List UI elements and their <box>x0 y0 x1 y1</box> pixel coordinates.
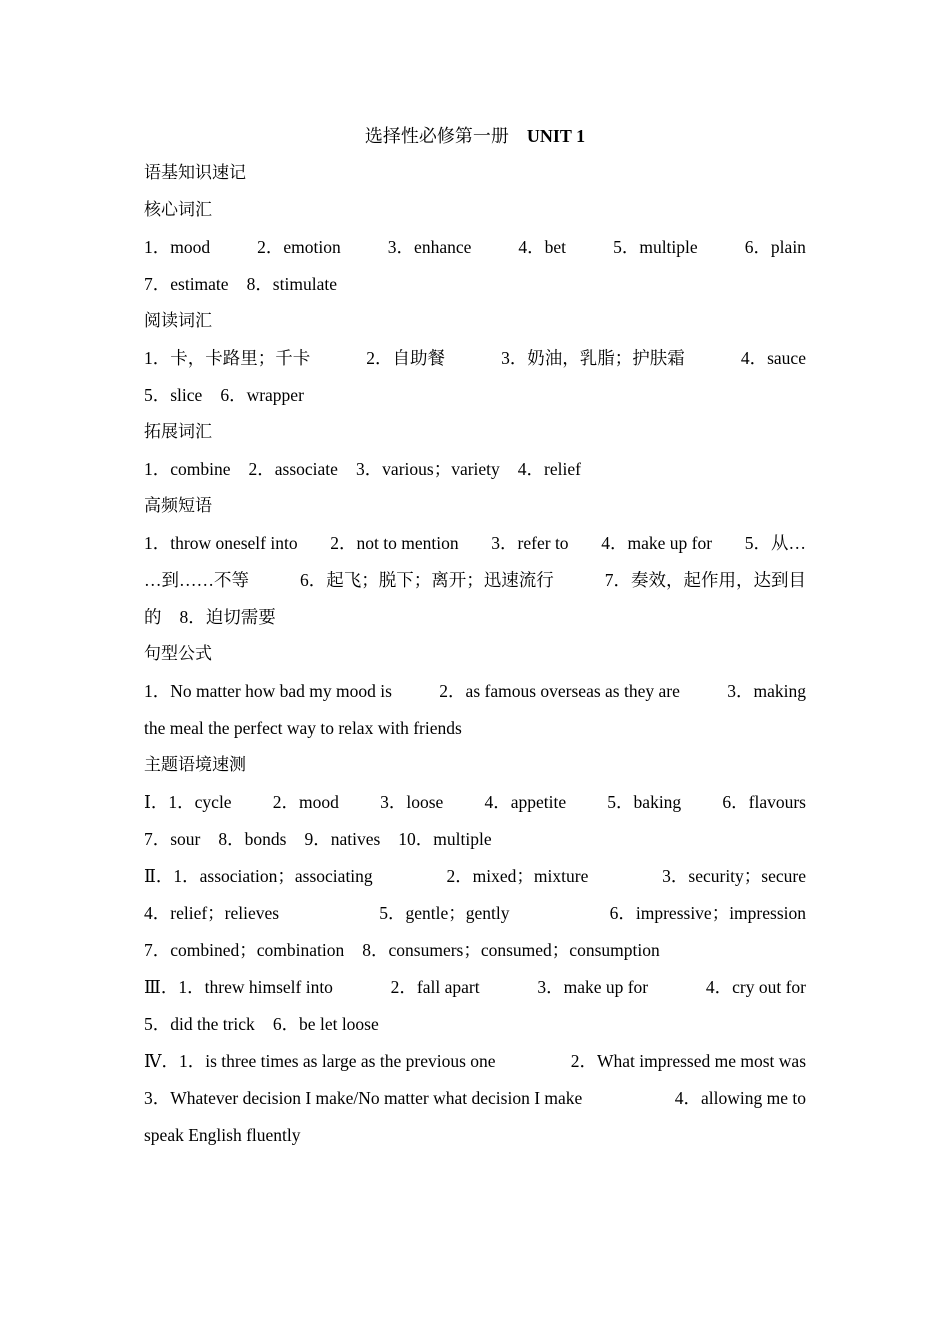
gaopin-line-3 <box>144 599 806 636</box>
yuedu-item: 5．slice <box>144 385 203 405</box>
zhuti-item: 5．baking <box>607 792 682 812</box>
zhuti-ii-line-2 <box>144 895 806 932</box>
zhuti-item: 2．mixed；mixture <box>446 866 589 886</box>
gaopin-item: 3．refer to <box>491 533 569 553</box>
zhuti-iv-line-2 <box>144 1080 806 1117</box>
gaopin-item: 5．从… <box>744 533 806 553</box>
hexin-item: 8．stimulate <box>246 274 337 294</box>
zhuti-ii-line-1 <box>144 858 806 895</box>
zhuti-item: 10．multiple <box>398 829 492 849</box>
gaopin-item: 2．not to mention <box>330 533 459 553</box>
gaopin-item: 6．起飞；脱下；离开；迅速流行 <box>300 570 554 590</box>
zhuti-item: 6．impressive；impression <box>609 903 806 923</box>
hexin-line-2 <box>144 266 806 303</box>
zhuti-item: 9．natives <box>304 829 381 849</box>
hexin-item: 1．mood <box>144 237 211 257</box>
yuedu-item: 2．自助餐 <box>366 348 446 368</box>
juxing-line-1 <box>144 673 806 710</box>
zhuti-i-line-1 <box>144 784 806 821</box>
hexin-item: 6．plain <box>744 237 806 257</box>
section-heading-yuji: 语基知识速记 <box>144 163 246 183</box>
hexin-item: 2．emotion <box>257 237 341 257</box>
yuedu-item: 3．奶油，乳脂；护肤霜 <box>501 348 685 368</box>
hexin-item: 4．bet <box>518 237 567 257</box>
section-heading-tuozhan: 拓展词汇 <box>144 422 212 442</box>
yuedu-line-1 <box>144 340 806 377</box>
juxing-item: 1．No matter how bad my mood is <box>144 681 392 701</box>
tuozhan-item: 2．associate <box>248 459 338 479</box>
zhuti-item: 3．make up for <box>537 977 649 997</box>
zhuti-item: 2．fall apart <box>390 977 480 997</box>
zhuti-item: 4．cry out for <box>705 977 806 997</box>
zhuti-iv-line-3 <box>144 1117 806 1154</box>
zhuti-iv-line-1 <box>144 1043 806 1080</box>
zhuti-i-line-2 <box>144 821 806 858</box>
zhuti-item: 4．allowing me to <box>674 1088 806 1108</box>
zhuti-item: 4．appetite <box>484 792 567 812</box>
zhuti-iii-line-2 <box>144 1006 806 1043</box>
zhuti-item: 8．consumers；consumed；consumption <box>362 940 660 960</box>
gaopin-line-2 <box>144 562 806 599</box>
zhuti-item: Ⅱ．1．association；associating <box>144 866 373 886</box>
zhuti-item: 8．bonds <box>218 829 287 849</box>
section-heading-gaopin: 高频短语 <box>144 496 212 516</box>
document-title <box>144 118 806 155</box>
zhuti-item: 2．What impressed me most was <box>570 1051 806 1071</box>
gaopin-item: 1．throw oneself into <box>144 533 298 553</box>
zhuti-item: 3．security；secure <box>662 866 806 886</box>
zhuti-item: 4．relief；relieves <box>144 903 280 923</box>
zhuti-item: 7．sour <box>144 829 201 849</box>
hexin-item: 3．enhance <box>387 237 472 257</box>
juxing-line-2 <box>144 710 806 747</box>
juxing-item: 2．as famous overseas as they are <box>439 681 680 701</box>
hexin-item: 7．estimate <box>144 274 229 294</box>
gaopin-item: 7．奏效，起作用，达到目 <box>604 570 806 590</box>
zhuti-item: 7．combined；combination <box>144 940 345 960</box>
zhuti-item: 6．flavours <box>722 792 806 812</box>
zhuti-item: 3．loose <box>380 792 444 812</box>
tuozhan-item: 4．relief <box>517 459 581 479</box>
gaopin-item: …到……不等 <box>144 570 249 590</box>
zhuti-iii-line-1 <box>144 969 806 1006</box>
section-heading-juxing: 句型公式 <box>144 644 212 664</box>
section-heading-hexin: 核心词汇 <box>144 200 212 220</box>
yuedu-line-2 <box>144 377 806 414</box>
zhuti-item: 2．mood <box>272 792 339 812</box>
yuedu-item: 4．sauce <box>740 348 806 368</box>
zhuti-item: 6．be let loose <box>272 1014 379 1034</box>
title-main: 选择性必修第一册 <box>364 126 509 146</box>
section-heading-yuedu: 阅读词汇 <box>144 311 212 331</box>
gaopin-item: 4．make up for <box>601 533 713 553</box>
zhuti-item: speak English fluently <box>144 1125 301 1145</box>
zhuti-item: 5．did the trick <box>144 1014 255 1034</box>
zhuti-item: Ⅳ．1．is three times as large as the previous one <box>144 1051 496 1071</box>
zhuti-item: 5．gentle；gently <box>379 903 510 923</box>
tuozhan-item: 3．various；variety <box>355 459 500 479</box>
gaopin-item: 8．迫切需要 <box>179 607 276 627</box>
yuedu-item: 1．卡，卡路里；千卡 <box>144 348 311 368</box>
hexin-line-1 <box>144 229 806 266</box>
tuozhan-line-1 <box>144 451 806 488</box>
document-page <box>144 118 806 1154</box>
zhuti-ii-line-3 <box>144 932 806 969</box>
zhuti-item: Ⅰ．1．cycle <box>144 792 232 812</box>
juxing-item: the meal the perfect way to relax with friends <box>144 718 462 738</box>
zhuti-item: 3．Whatever decision I make/No matter what decision I make <box>144 1088 583 1108</box>
tuozhan-item: 1．combine <box>144 459 231 479</box>
zhuti-item: Ⅲ．1．threw himself into <box>144 977 333 997</box>
juxing-item: 3．making <box>727 681 806 701</box>
gaopin-item: 的 <box>144 607 162 627</box>
yuedu-item: 6．wrapper <box>220 385 304 405</box>
hexin-item: 5．multiple <box>613 237 698 257</box>
gaopin-line-1 <box>144 525 806 562</box>
title-unit: UNIT 1 <box>526 126 586 146</box>
section-heading-zhuti: 主题语境速测 <box>144 755 246 775</box>
